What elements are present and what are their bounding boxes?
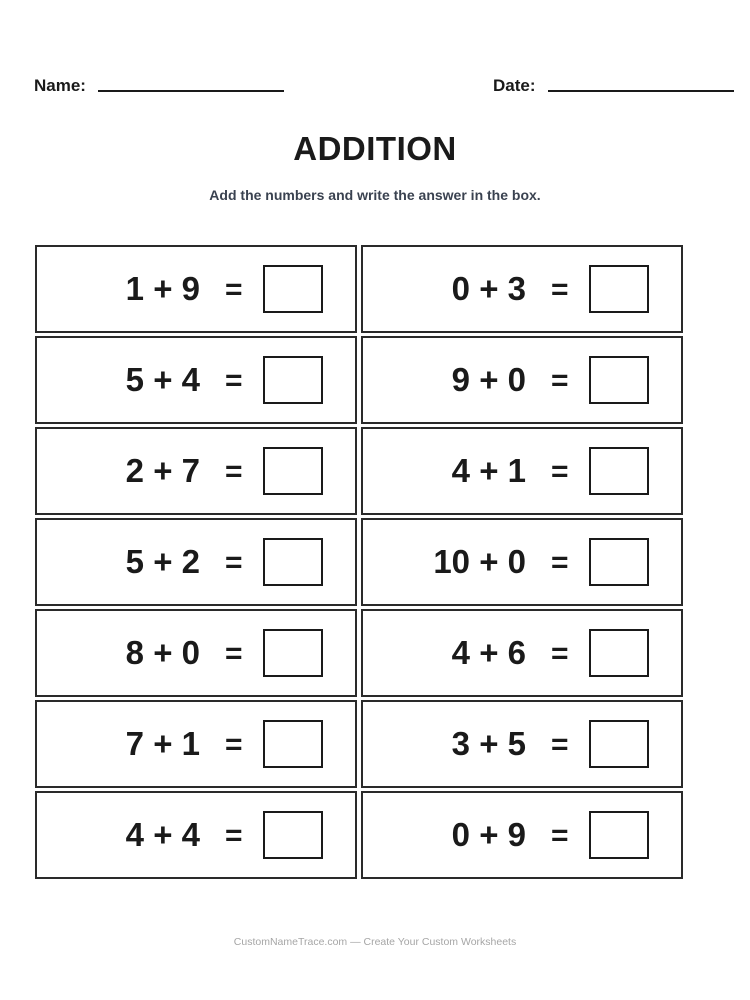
problem-expression: 4 + 4 <box>125 816 200 853</box>
equals-sign: = <box>225 364 243 397</box>
equals-sign: = <box>551 273 569 306</box>
answer-box[interactable] <box>263 265 323 313</box>
name-label: Name: <box>34 76 86 95</box>
problem-cell <box>361 791 683 879</box>
problem-cell <box>35 245 357 333</box>
equals-sign: = <box>551 819 569 852</box>
answer-box[interactable] <box>263 447 323 495</box>
worksheet-title: ADDITION <box>293 130 457 167</box>
problem-expression: 4 + 1 <box>451 452 526 489</box>
problem-cell <box>361 518 683 606</box>
equals-sign: = <box>551 637 569 670</box>
date-field <box>493 76 734 96</box>
problem-expression: 5 + 4 <box>125 361 200 398</box>
problem-cell <box>361 700 683 788</box>
answer-box[interactable] <box>263 538 323 586</box>
problem-expression: 7 + 1 <box>125 725 200 762</box>
problem-cell <box>361 245 683 333</box>
equals-sign: = <box>225 546 243 579</box>
problem-expression: 1 + 9 <box>125 270 200 307</box>
problem-expression: 9 + 0 <box>451 361 526 398</box>
problem-expression: 10 + 0 <box>433 543 526 580</box>
equals-sign: = <box>225 819 243 852</box>
equals-sign: = <box>225 728 243 761</box>
date-write-line[interactable] <box>548 90 734 92</box>
name-write-line[interactable] <box>98 90 284 92</box>
problem-expression: 8 + 0 <box>125 634 200 671</box>
name-field <box>34 76 284 96</box>
answer-box[interactable] <box>589 811 649 859</box>
problem-cell <box>35 427 357 515</box>
problem-expression: 2 + 7 <box>125 452 200 489</box>
problem-expression: 3 + 5 <box>451 725 526 762</box>
problem-expression: 0 + 3 <box>451 270 526 307</box>
answer-box[interactable] <box>263 356 323 404</box>
problem-expression: 4 + 6 <box>451 634 526 671</box>
problem-cell <box>361 336 683 424</box>
equals-sign: = <box>225 455 243 488</box>
answer-box[interactable] <box>589 265 649 313</box>
answer-box[interactable] <box>263 811 323 859</box>
problem-cell <box>35 791 357 879</box>
worksheet-header <box>34 76 736 98</box>
equals-sign: = <box>551 728 569 761</box>
answer-box[interactable] <box>589 629 649 677</box>
equals-sign: = <box>551 546 569 579</box>
date-label: Date: <box>493 76 536 95</box>
problem-cell <box>35 700 357 788</box>
footer-credit: CustomNameTrace.com — Create Your Custom Worksheets <box>233 936 517 948</box>
problem-grid <box>35 245 683 879</box>
equals-sign: = <box>551 455 569 488</box>
answer-box[interactable] <box>589 356 649 404</box>
answer-box[interactable] <box>589 538 649 586</box>
equals-sign: = <box>225 273 243 306</box>
problem-cell <box>35 336 357 424</box>
problem-cell <box>35 518 357 606</box>
problem-cell <box>35 609 357 697</box>
problem-expression: 0 + 9 <box>451 816 526 853</box>
problem-expression: 5 + 2 <box>125 543 200 580</box>
answer-box[interactable] <box>589 720 649 768</box>
equals-sign: = <box>551 364 569 397</box>
problem-cell <box>361 427 683 515</box>
answer-box[interactable] <box>589 447 649 495</box>
answer-box[interactable] <box>263 629 323 677</box>
worksheet-instructions: Add the numbers and write the answer in the box. <box>209 187 541 203</box>
equals-sign: = <box>225 637 243 670</box>
problem-cell <box>361 609 683 697</box>
answer-box[interactable] <box>263 720 323 768</box>
